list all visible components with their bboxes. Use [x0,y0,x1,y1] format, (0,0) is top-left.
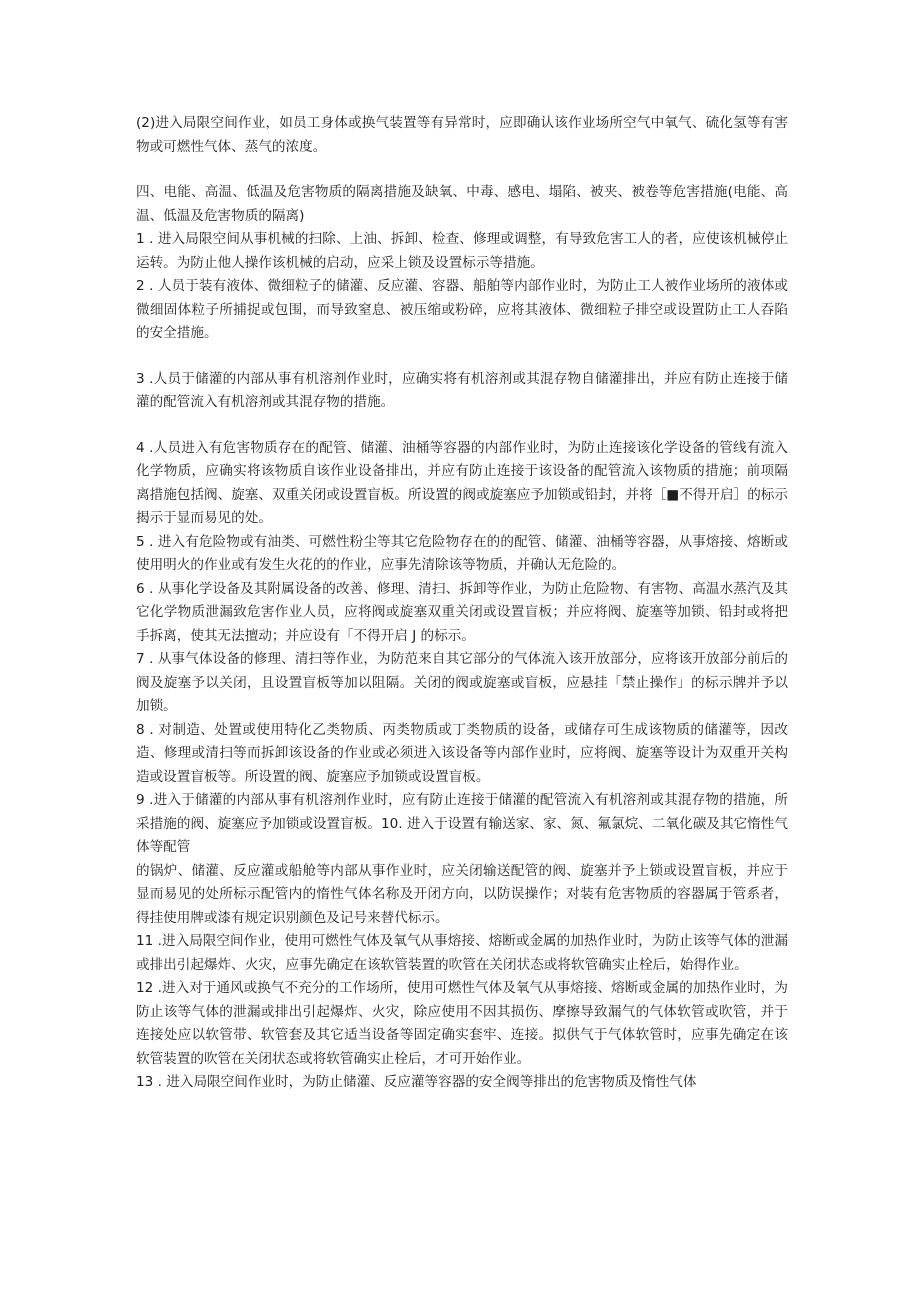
paragraph-item-8: 8 . 对制造、处置或使用特化乙类物质、丙类物质或丁类物质的设备，或储存可生成该物质的储灌等，因改造、修理或清扫等而拆卸该设备的作业或必须进入该设备等内部作业时，应将阀、旋塞等设计为双重开关构造或设置盲板等。所设置的阀、旋塞应予加锁或设置盲板。 [136,721,788,785]
paragraph-item-2-liquids: 2 . 人员于装有液体、微细粒子的储灌、反应灌、容器、船舶等内部作业时，为防止工人被作业场所的液体或微细固体粒子所捕捉或包围，而导致窒息、被压缩或粉碎，应将其液体、微细粒子排空或设置防止工人吞陷的安全措施。 [136,278,788,341]
section-four-heading: 四、电能、高温、低温及危害物质的隔离措施及缺氧、中毒、感电、塌陷、被夹、被卷等危害措施(电能、高温、低温及危害物质的隔离) [136,184,788,224]
paragraph-item-13: 13 . 进入局限空间作业时，为防止储灌、反应灌等容器的安全阀等排出的危害物质及惰性气体 [136,1074,697,1090]
paragraph-item-1: 1 . 进入局限空间从事机械的扫除、上油、拆卸、检查、修理或调整，有导致危害工人的者，应使该机械停止运转。为防止他人操作该机械的启动，应采上锁及设置标示等措施。 [136,231,788,271]
paragraph-item-4: 4 .人员进入有危害物质存在的配管、储灌、油桶等容器的内部作业时，为防止连接该化学设备的管线有流入化学物质，应确实将该物质自该作业设备排出，并应有防止连接于该设备的配管流入该物质的措施；前项隔离措施包括阀、旋塞、双重关闭或设置盲板。所设置的阀或旋塞应予加锁或铅封，并将［■不得开启］的标示揭示于显而易见的处。 [136,439,788,526]
paragraph-item-3: 3 .人员于储灌的内部从事有机溶剂作业时，应确实将有机溶剂或其混存物自储灌排出，并应有防止连接于储灌的配管流入有机溶剂或其混存物的措施。 [136,370,788,410]
paragraph-item-2: (2)进入局限空间作业，如员工身体或换气装置等有异常时，应即确认该作业场所空气中氧气、硫化氢等有害物或可燃性气体、蒸气的浓度。 [136,115,788,155]
paragraph-item-10-continuation: 的锅炉、储灌、反应灌或船舱等内部从事作业时，应关闭输送配管的阀、旋塞并予上锁或设置盲板，并应于显而易见的处所标示配管内的惰性气体名称及开闭方向，以防误操作；对装有危害物质的容器属于管系者，得挂使用牌或漆有规定识别颜色及记号来替代标示。 [136,862,788,926]
paragraph-item-5: 5 . 进入有危险物或有油类、可燃性粉尘等其它危险物存在的的配管、储灌、油桶等容器，从事熔接、熔断或使用明火的作业或有发生火花的的作业，应事先清除该等物质，并确认无危险的。 [136,533,788,573]
paragraph-item-7: 7 . 从事气体设备的修理、清扫等作业，为防范来自其它部分的气体流入该开放部分，应将该开放部分前后的阀及旋塞予以关闭，且设置盲板等加以阻隔。关闭的阀或旋塞或盲板，应悬挂「禁止操作」的标示牌并予以加锁。 [136,651,788,714]
paragraph-item-11: 11 .进入局限空间作业，使用可燃性气体及氧气从事熔接、熔断或金属的加热作业时，为防止该等气体的泄漏或排出引起爆炸、火灾，应事先确定在该软管装置的吹管在关闭状态或将软管确实止栓后，始得作业。 [136,933,788,973]
paragraph-item-12: 12 .进入对于通风或换气不充分的工作场所，使用可燃性气体及氧气从事熔接、熔断或金属的加热作业时，为防止该等气体的泄漏或排出引起爆炸、火灾，除应使用不因其损伤、摩擦导致漏气的气体软管或吹管，并于连接处应以软管带、软管套及其它适当设备等固定确实套牢、连接。拟供气于气体软管时，应事先确定在该软管装置的吹管在关闭状态或将软管确实止栓后，才可开始作业。 [136,980,788,1067]
paragraph-item-9: 9 .进入于储灌的内部从事有机溶剂作业时，应有防止连接于储灌的配管流入有机溶剂或其混存物的措施，所采措施的阀、旋塞应予加锁或设置盲板。10. 进入于设置有输送家、家、氮、氟氯烷、二氧化碳及其它惰性气体等配管 [136,792,788,855]
document-body [136,112,788,1095]
paragraph-item-6: 6 . 从事化学设备及其附属设备的改善、修理、清扫、拆卸等作业，为防止危险物、有害物、高温水蒸汽及其它化学物质泄漏致危害作业人员，应将阀或旋塞双重关闭或设置盲板；并应将阀、旋塞等加锁、铅封或将把手拆离，使其无法擅动；并应设有「不得开启 J 的标示。 [136,580,788,644]
